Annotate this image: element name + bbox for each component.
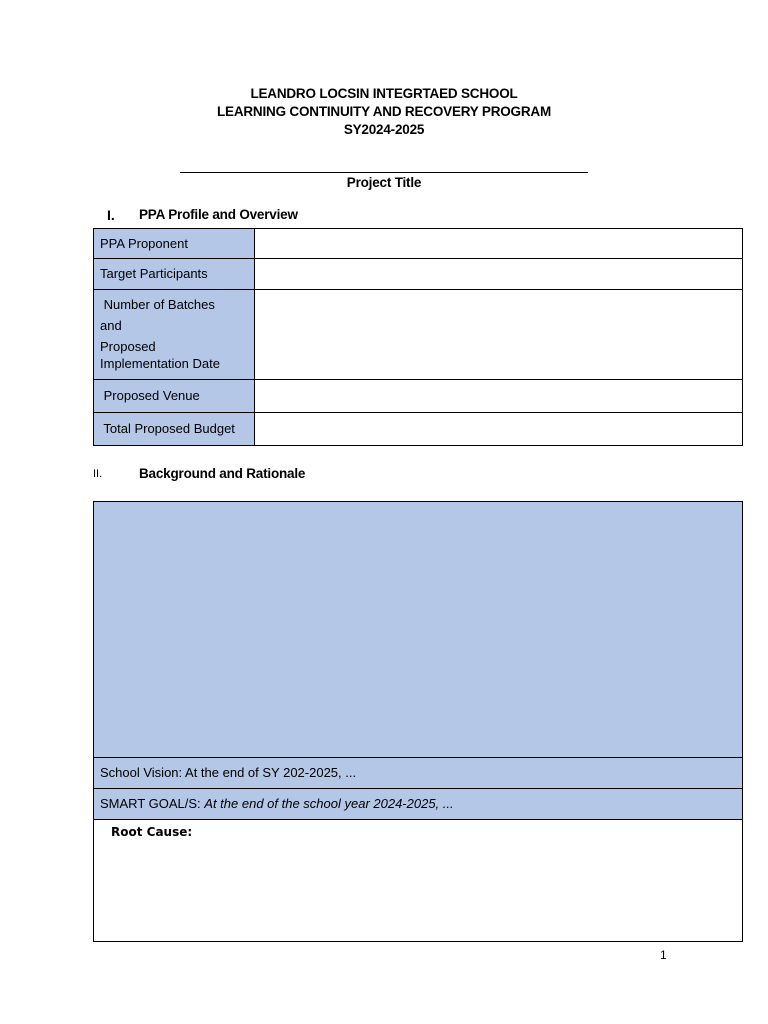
batches-date-value-cell[interactable] — [254, 289, 743, 380]
total-budget-value-cell[interactable] — [254, 412, 743, 446]
batches-label-line-3: Proposed — [100, 339, 156, 354]
batches-date-label-cell — [93, 289, 255, 380]
ppa-proponent-label-cell — [93, 228, 255, 259]
root-cause-label: Root Cause: — [111, 825, 193, 839]
target-participants-label: Target Participants — [100, 266, 208, 281]
batches-label-line-4: Implementation Date — [100, 356, 220, 371]
ppa-proponent-value-cell[interactable] — [254, 228, 743, 259]
school-name: LEANDRO LOCSIN INTEGRTAED SCHOOL — [250, 86, 518, 101]
proposed-venue-label: Proposed Venue — [100, 388, 200, 403]
proposed-venue-value-cell[interactable] — [254, 379, 743, 413]
page-number: 1 — [660, 948, 667, 962]
batches-label-line-1: Number of Batches — [100, 297, 215, 312]
smart-goal-row[interactable] — [93, 788, 743, 820]
total-budget-label-cell — [93, 412, 255, 446]
target-participants-label-cell — [93, 258, 255, 290]
ppa-proponent-label: PPA Proponent — [100, 236, 188, 251]
target-participants-value-cell[interactable] — [254, 258, 743, 290]
proposed-venue-label-cell — [93, 379, 255, 413]
program-name: LEARNING CONTINUITY AND RECOVERY PROGRAM — [216, 104, 552, 119]
smart-goal-italic: At the end of the school year 2024-2025, ... — [204, 796, 454, 811]
root-cause-field[interactable] — [93, 819, 743, 942]
section-2-title: Background and Rationale — [139, 466, 306, 481]
school-vision-row[interactable] — [93, 757, 743, 789]
total-budget-label: Total Proposed Budget — [100, 421, 235, 436]
section-1-number: I. — [107, 207, 115, 223]
school-year: SY2024-2025 — [343, 122, 425, 137]
section-1-title: PPA Profile and Overview — [139, 207, 298, 222]
background-rationale-field[interactable] — [93, 501, 743, 758]
smart-goal-prefix: SMART GOAL/S: — [100, 796, 205, 811]
smart-goal-text — [100, 795, 454, 813]
batches-label-line-2: and — [100, 318, 122, 333]
school-vision-text: School Vision: At the end of SY 202-2025, ... — [100, 765, 357, 780]
section-2-number: II. — [93, 468, 103, 480]
project-title-label: Project Title — [346, 175, 422, 190]
project-title-line[interactable] — [180, 172, 588, 173]
